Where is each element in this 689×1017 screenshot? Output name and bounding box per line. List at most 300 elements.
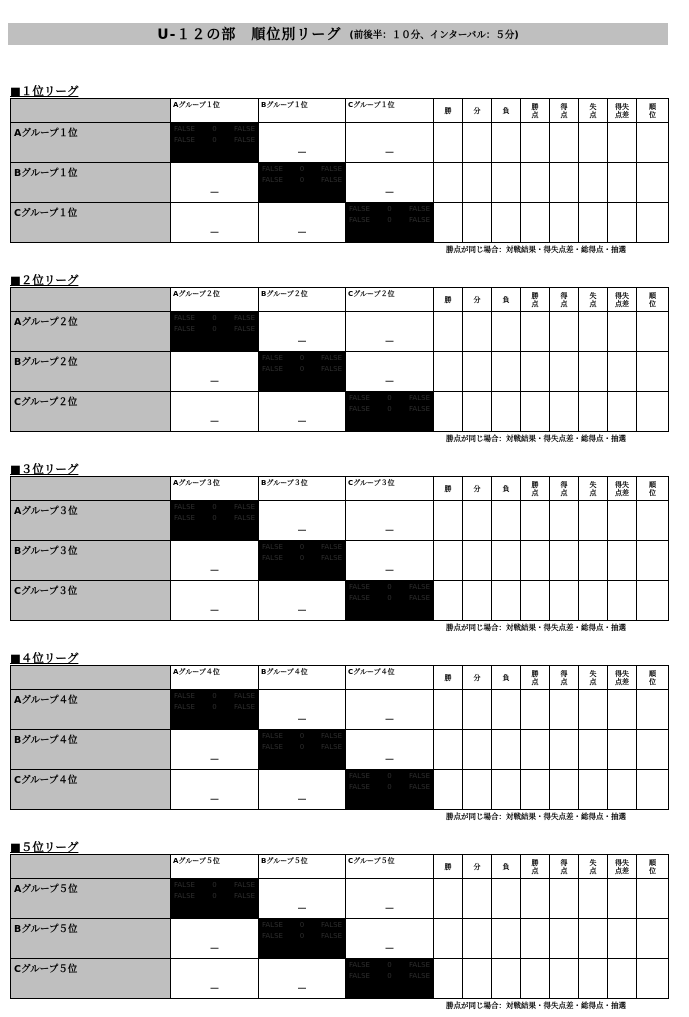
stat-header [434,288,463,312]
stat-header-label: 勝 点 [531,669,539,686]
match-result-cell [171,163,259,203]
diagonal-text: FALSE [349,783,370,791]
diagonal-text: FALSE [234,692,255,700]
stat-header-label: 失 点 [589,669,597,686]
stat-header [492,666,521,690]
diagonal-text: FALSE [409,405,430,413]
stat-header-label: 分 [473,295,481,304]
stat-header [434,666,463,690]
stat-header [637,99,669,123]
league-table [10,98,669,243]
diagonal-text: FALSE [321,365,342,373]
stat-cell [463,163,492,203]
stat-cell [434,690,463,730]
diagonal-text: 0 [212,892,217,900]
stat-header-label: 勝 点 [531,480,539,497]
self-match-cell [171,501,259,541]
match-result-cell [171,541,259,581]
stat-cell [463,959,492,999]
diagonal-text: FALSE [349,772,370,780]
row-header: Aグループ１位 [11,123,171,163]
stat-cell [579,879,608,919]
stat-header [521,288,550,312]
diagonal-text: 0 [212,692,217,700]
stat-cell [608,879,637,919]
match-result-cell [259,959,346,999]
stat-header-label: 得 点 [560,669,568,686]
stat-header-label: 得失 点差 [615,291,629,308]
diagonal-text: FALSE [321,354,342,362]
stat-header [579,855,608,879]
stat-cell [608,541,637,581]
league-table [10,665,669,810]
stat-cell [550,203,579,243]
diagonal-text: 0 [299,165,305,173]
stat-cell [637,163,669,203]
score-dash: － [297,984,307,995]
self-match-cell [259,919,346,959]
diagonal-text: 0 [212,136,217,144]
stat-cell [521,541,550,581]
score-dash: － [209,795,220,806]
self-match-cell [171,123,259,163]
match-result-cell [259,312,346,352]
self-match-cell [346,203,434,243]
score-dash: － [297,417,307,428]
page-subtitle: (前後半：１０分、インターバル：５分) [349,30,519,41]
stat-cell [608,581,637,621]
tiebreak-note: 勝点が同じ場合：対戦結果・得失点差・総得点・抽選 [446,812,626,821]
stat-header-label: 得 点 [560,858,568,875]
tiebreak-note: 勝点が同じ場合：対戦結果・得失点差・総得点・抽選 [446,245,626,254]
column-header: Cグループ１位 [346,99,434,123]
stat-cell [579,541,608,581]
stat-cell [608,203,637,243]
column-header: Bグループ５位 [259,855,346,879]
stat-cell [550,879,579,919]
table-row [11,541,669,581]
stat-cell [492,770,521,810]
league-title: ■５位リーグ [10,840,79,854]
stat-cell [637,959,669,999]
stat-header [492,288,521,312]
diagonal-text: FALSE [262,554,283,562]
self-match-cell [346,392,434,432]
stat-header [521,99,550,123]
stat-cell [550,690,579,730]
stat-cell [463,123,492,163]
diagonal-text: FALSE [174,703,195,711]
table-row [11,959,669,999]
match-result-cell [171,730,259,770]
match-result-cell [171,770,259,810]
score-dash: － [209,944,220,955]
stat-cell [637,123,669,163]
self-match-cell [171,312,259,352]
table-row [11,730,669,770]
score-dash: － [209,188,220,199]
stat-cell [550,730,579,770]
stat-cell [608,690,637,730]
diagonal-text: FALSE [262,176,283,184]
league-block [10,840,668,1011]
stat-header-label: 得失 点差 [615,102,629,119]
stat-cell [463,879,492,919]
diagonal-text: FALSE [234,314,255,322]
corner-cell [11,99,171,123]
diagonal-text: FALSE [321,554,342,562]
stat-cell [463,919,492,959]
match-result-cell [346,879,434,919]
stat-cell [550,501,579,541]
column-header: Aグループ５位 [171,855,259,879]
match-result-cell [346,312,434,352]
stat-header [637,855,669,879]
stat-cell [637,770,669,810]
stat-header-label: 順 位 [649,102,656,119]
row-header: Cグループ２位 [11,392,171,432]
diagonal-text: FALSE [349,216,370,224]
stat-cell [550,770,579,810]
diagonal-text: FALSE [174,125,195,133]
diagonal-text: FALSE [174,692,195,700]
match-result-cell [346,541,434,581]
stat-header [434,99,463,123]
row-header: Bグループ１位 [11,163,171,203]
stat-header-label: 得失 点差 [615,858,629,875]
stat-cell [521,123,550,163]
stat-header-label: 順 位 [649,858,656,875]
stat-cell [434,163,463,203]
column-header: Bグループ３位 [259,477,346,501]
stat-header-label: 失 点 [589,480,597,497]
stat-header-label: 勝 点 [531,291,539,308]
stat-header [521,666,550,690]
score-dash: － [384,337,395,348]
diagonal-text: 0 [387,772,392,780]
row-header: Cグループ１位 [11,203,171,243]
stat-cell [463,690,492,730]
score-dash: － [384,755,395,766]
stat-cell [608,730,637,770]
diagonal-text: FALSE [174,325,195,333]
diagonal-text: 0 [212,314,217,322]
score-dash: － [297,606,307,617]
diagonal-text: FALSE [234,892,255,900]
diagonal-text: FALSE [234,881,255,889]
column-header: Cグループ４位 [346,666,434,690]
stat-header [463,666,492,690]
diagonal-text: FALSE [349,972,370,980]
stat-header-label: 負 [502,862,510,871]
score-dash: － [384,148,395,159]
stat-cell [463,203,492,243]
diagonal-text: 0 [212,703,217,711]
diagonal-text: 0 [387,961,392,969]
stat-header [579,666,608,690]
stat-cell [579,123,608,163]
diagonal-text: 0 [299,354,305,362]
stat-cell [637,919,669,959]
stat-header-label: 分 [473,484,481,493]
column-header: Bグループ１位 [259,99,346,123]
stat-cell [434,581,463,621]
diagonal-text: 0 [299,932,305,940]
diagonal-text: 0 [299,732,305,740]
diagonal-text: FALSE [409,205,430,213]
match-result-cell [171,959,259,999]
diagonal-text: FALSE [174,892,195,900]
score-dash: － [297,337,307,348]
stat-header [608,666,637,690]
stat-cell [637,690,669,730]
diagonal-text: FALSE [349,394,370,402]
table-row [11,770,669,810]
league-title: ■３位リーグ [10,462,79,476]
stat-cell [579,352,608,392]
league-block [10,651,668,822]
stat-cell [434,501,463,541]
match-result-cell [259,392,346,432]
match-result-cell [259,690,346,730]
stat-cell [608,352,637,392]
diagonal-text: FALSE [262,543,283,551]
league-title: ■２位リーグ [10,273,79,287]
stat-header [521,477,550,501]
diagonal-text: FALSE [409,961,430,969]
league-block [10,462,668,633]
diagonal-text: 0 [299,554,305,562]
stat-cell [434,352,463,392]
stat-header-label: 勝 点 [531,102,539,119]
stat-cell [521,501,550,541]
diagonal-text: FALSE [262,743,283,751]
stat-header [550,666,579,690]
self-match-cell [346,770,434,810]
stat-cell [521,352,550,392]
league-table [10,854,669,999]
match-result-cell [171,581,259,621]
stat-cell [637,581,669,621]
diagonal-text: 0 [212,503,217,511]
diagonal-text: FALSE [349,594,370,602]
diagonal-text: 0 [387,783,392,791]
stat-cell [463,730,492,770]
stat-cell [492,581,521,621]
stat-cell [550,581,579,621]
column-header: Cグループ５位 [346,855,434,879]
match-result-cell [171,392,259,432]
diagonal-text: FALSE [321,921,342,929]
score-dash: － [209,377,220,388]
diagonal-text: 0 [387,216,392,224]
stat-cell [492,123,521,163]
table-row [11,352,669,392]
diagonal-text: 0 [387,205,392,213]
stat-cell [579,919,608,959]
self-match-cell [259,541,346,581]
stat-header-label: 得 点 [560,102,568,119]
league-table [10,287,669,432]
stat-header-label: 順 位 [649,669,656,686]
diagonal-text: FALSE [349,205,370,213]
diagonal-text: FALSE [349,405,370,413]
stat-header-label: 勝 [444,295,452,304]
stat-header-label: 得失 点差 [615,480,629,497]
stat-cell [492,959,521,999]
match-result-cell [346,690,434,730]
column-header: Bグループ２位 [259,288,346,312]
stat-header-label: 分 [473,862,481,871]
stat-header [550,855,579,879]
diagonal-text: FALSE [174,514,195,522]
diagonal-text: 0 [299,743,305,751]
match-result-cell [346,123,434,163]
match-result-cell [259,203,346,243]
stat-cell [434,730,463,770]
tiebreak-note: 勝点が同じ場合：対戦結果・得失点差・総得点・抽選 [446,623,626,632]
self-match-cell [171,690,259,730]
diagonal-text: 0 [299,176,305,184]
corner-cell [11,477,171,501]
stat-cell [463,352,492,392]
stat-cell [492,879,521,919]
stat-cell [434,879,463,919]
diagonal-text: 0 [387,583,392,591]
table-row [11,203,669,243]
match-result-cell [346,730,434,770]
stat-cell [550,959,579,999]
stat-cell [521,879,550,919]
stat-cell [637,312,669,352]
diagonal-text: FALSE [321,743,342,751]
stat-cell [492,352,521,392]
stat-header-label: 得失 点差 [615,669,629,686]
match-result-cell [259,501,346,541]
stat-cell [434,123,463,163]
stat-header [434,477,463,501]
diagonal-text: 0 [299,365,305,373]
league-title: ■１位リーグ [10,84,79,98]
table-row [11,581,669,621]
diagonal-text: FALSE [409,583,430,591]
diagonal-text: 0 [387,972,392,980]
row-header: Bグループ３位 [11,541,171,581]
column-header: Aグループ４位 [171,666,259,690]
stat-header-label: 得 点 [560,480,568,497]
stat-header-label: 勝 [444,862,452,871]
stat-cell [521,730,550,770]
stat-header [637,666,669,690]
stat-cell [492,501,521,541]
stat-cell [608,501,637,541]
table-row [11,123,669,163]
stat-header-label: 順 位 [649,480,656,497]
match-result-cell [346,919,434,959]
diagonal-text: FALSE [174,314,195,322]
stat-cell [492,541,521,581]
stat-cell [608,770,637,810]
row-header: Cグループ５位 [11,959,171,999]
diagonal-text: FALSE [321,543,342,551]
score-dash: － [384,377,395,388]
diagonal-text: FALSE [174,136,195,144]
table-row [11,392,669,432]
league-block [10,273,668,444]
stat-cell [637,541,669,581]
stat-header [608,99,637,123]
stat-cell [608,123,637,163]
stat-header [492,477,521,501]
page-title-banner [8,23,668,45]
self-match-cell [346,581,434,621]
stat-header-label: 得 点 [560,291,568,308]
stat-header-label: 負 [502,673,510,682]
match-result-cell [259,581,346,621]
row-header: Bグループ２位 [11,352,171,392]
stat-header [637,477,669,501]
diagonal-text: FALSE [174,503,195,511]
diagonal-text: FALSE [409,394,430,402]
stat-cell [463,392,492,432]
table-row [11,163,669,203]
self-match-cell [346,959,434,999]
stat-cell [579,312,608,352]
stat-header-label: 失 点 [589,858,597,875]
diagonal-text: FALSE [321,932,342,940]
match-result-cell [259,879,346,919]
stat-header [492,99,521,123]
stat-header-label: 分 [473,106,481,115]
diagonal-text: FALSE [262,354,283,362]
stat-header [550,477,579,501]
match-result-cell [259,770,346,810]
match-result-cell [259,123,346,163]
score-dash: － [384,715,395,726]
diagonal-text: FALSE [262,365,283,373]
score-dash: － [384,566,395,577]
diagonal-text: 0 [299,543,305,551]
stat-cell [579,730,608,770]
stat-cell [463,581,492,621]
score-dash: － [384,526,395,537]
row-header: Cグループ３位 [11,581,171,621]
diagonal-text: FALSE [409,216,430,224]
row-header: Bグループ５位 [11,919,171,959]
stat-header [608,855,637,879]
stat-cell [492,312,521,352]
diagonal-text: FALSE [234,503,255,511]
stat-cell [637,352,669,392]
table-row [11,501,669,541]
table-row [11,690,669,730]
stat-header-label: 勝 [444,484,452,493]
diagonal-text: 0 [299,921,305,929]
corner-cell [11,288,171,312]
score-dash: － [384,944,395,955]
stat-header [579,477,608,501]
match-result-cell [346,352,434,392]
stat-header [608,288,637,312]
stat-cell [463,770,492,810]
page-title: U-１２の部 順位別リーグ [157,27,342,43]
diagonal-text: FALSE [262,732,283,740]
row-header: Aグループ５位 [11,879,171,919]
stat-cell [521,392,550,432]
diagonal-text: 0 [212,514,217,522]
column-header: Aグループ２位 [171,288,259,312]
match-result-cell [346,501,434,541]
